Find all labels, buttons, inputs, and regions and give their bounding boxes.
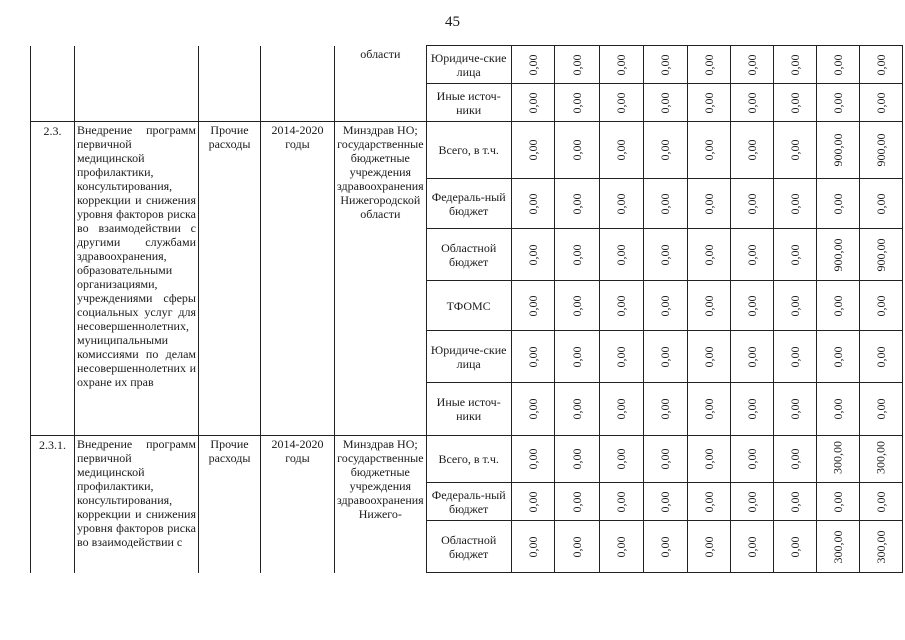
item-description: Внедрение программ первичной медицинской профилактики, консультирования, коррекции и снижения уровня факторов риска во взаимодействии с другими службами здравоохранения, образовательными организациями, учреждениями сферы социальных услуг для несовершеннолетних, муниципальными комиссиями по делам несовершеннолетних и охране их прав	[75, 122, 199, 436]
value-text: 0,00	[787, 346, 802, 367]
source-label: Юридиче-ские лица	[426, 46, 511, 84]
value-cell	[730, 229, 773, 281]
value-cell	[554, 436, 599, 483]
value-cell	[773, 436, 816, 483]
source-label: Всего, в т.ч.	[426, 122, 511, 179]
value-cell	[599, 179, 643, 229]
value-cell	[816, 331, 859, 383]
value-text: 0,00	[873, 54, 888, 75]
source-label: Федераль-ный бюджет	[426, 483, 511, 521]
value-cell	[599, 229, 643, 281]
value-cell	[599, 436, 643, 483]
page-number: 45	[445, 14, 460, 30]
value-cell	[859, 46, 902, 84]
value-text: 0,00	[569, 295, 584, 316]
value-cell	[859, 383, 902, 436]
value-text: 0,00	[658, 491, 673, 512]
value-cell	[554, 521, 599, 573]
value-cell	[511, 46, 554, 84]
number-cell	[31, 46, 75, 122]
value-cell	[773, 179, 816, 229]
value-cell	[816, 383, 859, 436]
value-cell	[687, 383, 730, 436]
value-text: 0,00	[525, 139, 540, 161]
value-text: 300,00	[873, 530, 888, 563]
value-text: 0,00	[614, 193, 629, 214]
value-cell	[643, 436, 687, 483]
value-text: 0,00	[658, 193, 673, 214]
value-cell	[859, 436, 902, 483]
period: 2014-2020 годы	[261, 436, 335, 573]
value-text: 0,00	[701, 346, 716, 367]
value-text: 0,00	[658, 448, 673, 470]
description-cell	[75, 46, 199, 122]
value-cell	[773, 46, 816, 84]
value-text: 0,00	[658, 54, 673, 75]
value-cell	[599, 331, 643, 383]
value-text: 0,00	[873, 346, 888, 367]
value-text: 0,00	[744, 139, 759, 161]
value-cell	[643, 483, 687, 521]
value-text: 0,00	[873, 295, 888, 316]
value-text: 0,00	[787, 193, 802, 214]
value-text: 0,00	[525, 193, 540, 214]
value-cell	[554, 383, 599, 436]
value-text: 0,00	[787, 536, 802, 557]
value-text: 0,00	[525, 448, 540, 470]
value-cell	[816, 281, 859, 331]
value-text: 0,00	[658, 346, 673, 367]
value-text: 0,00	[873, 398, 888, 420]
value-text: 0,00	[701, 244, 716, 265]
value-cell	[687, 122, 730, 179]
value-text: 900,00	[873, 238, 888, 271]
value-cell	[730, 46, 773, 84]
value-text: 0,00	[614, 536, 629, 557]
responsible: Минздрав НО; государственные бюджетные учреждения здравоохранения Нижего-	[335, 436, 427, 573]
value-cell	[816, 46, 859, 84]
source-label: Юридиче-ские лица	[426, 331, 511, 383]
value-cell	[859, 521, 902, 573]
value-cell	[687, 46, 730, 84]
value-text: 0,00	[744, 295, 759, 316]
item-number: 2.3.1.	[31, 436, 75, 573]
value-text: 0,00	[525, 536, 540, 557]
value-cell	[511, 84, 554, 122]
expense-type: Прочие расходы	[199, 122, 261, 436]
value-cell	[599, 383, 643, 436]
value-cell	[511, 483, 554, 521]
item-number: 2.3.	[31, 122, 75, 436]
value-text: 0,00	[787, 54, 802, 75]
value-text: 0,00	[873, 193, 888, 214]
value-text: 0,00	[701, 448, 716, 470]
value-text: 0,00	[744, 448, 759, 470]
responsible: Минздрав НО; государственные бюджетные учреждения здравоохранения Нижегородской области	[335, 122, 427, 436]
value-text: 0,00	[830, 346, 845, 367]
value-cell	[687, 483, 730, 521]
value-text: 0,00	[525, 92, 540, 113]
value-text: 0,00	[701, 139, 716, 161]
period: 2014-2020 годы	[261, 122, 335, 436]
value-text: 0,00	[744, 398, 759, 420]
value-cell	[816, 483, 859, 521]
responsible-cell: области	[335, 46, 427, 122]
value-cell	[511, 521, 554, 573]
expense-type: Прочие расходы	[199, 436, 261, 573]
value-text: 0,00	[744, 346, 759, 367]
value-text: 0,00	[787, 92, 802, 113]
value-cell	[730, 179, 773, 229]
value-cell	[643, 179, 687, 229]
value-text: 0,00	[830, 54, 845, 75]
value-cell	[643, 229, 687, 281]
value-text: 0,00	[569, 244, 584, 265]
value-cell	[554, 122, 599, 179]
value-cell	[773, 331, 816, 383]
table-row	[31, 122, 903, 179]
value-cell	[816, 84, 859, 122]
budget-table	[30, 45, 903, 573]
value-cell	[554, 179, 599, 229]
value-text: 300,00	[830, 441, 845, 474]
value-text: 0,00	[744, 536, 759, 557]
value-cell	[643, 383, 687, 436]
value-text: 0,00	[525, 398, 540, 420]
value-cell	[687, 436, 730, 483]
value-text: 0,00	[614, 139, 629, 161]
value-text: 0,00	[701, 54, 716, 75]
source-label: Областной бюджет	[426, 521, 511, 573]
value-cell	[859, 281, 902, 331]
value-cell	[859, 331, 902, 383]
value-cell	[554, 229, 599, 281]
value-cell	[687, 331, 730, 383]
value-text: 0,00	[744, 92, 759, 113]
value-cell	[859, 84, 902, 122]
value-text: 0,00	[830, 398, 845, 420]
value-cell	[773, 483, 816, 521]
value-text: 0,00	[569, 448, 584, 470]
value-text: 0,00	[744, 193, 759, 214]
value-text: 0,00	[614, 448, 629, 470]
value-text: 0,00	[873, 92, 888, 113]
value-text: 0,00	[744, 244, 759, 265]
value-cell	[554, 483, 599, 521]
value-cell	[773, 281, 816, 331]
value-text: 0,00	[787, 244, 802, 265]
value-cell	[511, 281, 554, 331]
value-cell	[816, 436, 859, 483]
value-text: 0,00	[701, 92, 716, 113]
value-cell	[773, 122, 816, 179]
value-text: 300,00	[830, 530, 845, 563]
source-label: Областной бюджет	[426, 229, 511, 281]
item-description: Внедрение программ первичной медицинской профилактики, консультирования, коррекции и снижения уровня факторов риска во взаимодействии с	[75, 436, 199, 573]
value-cell	[730, 483, 773, 521]
value-cell	[859, 229, 902, 281]
value-cell	[643, 84, 687, 122]
value-cell	[643, 521, 687, 573]
value-text: 0,00	[569, 193, 584, 214]
value-text: 0,00	[525, 491, 540, 512]
value-text: 0,00	[525, 295, 540, 316]
table-row	[31, 46, 903, 84]
value-text: 0,00	[569, 491, 584, 512]
value-cell	[859, 179, 902, 229]
source-label: Иные источ-ники	[426, 383, 511, 436]
value-text: 0,00	[569, 346, 584, 367]
value-text: 0,00	[787, 139, 802, 161]
value-text: 0,00	[830, 92, 845, 113]
value-text: 0,00	[658, 92, 673, 113]
value-text: 0,00	[701, 491, 716, 512]
value-text: 0,00	[614, 54, 629, 75]
value-cell	[511, 122, 554, 179]
value-cell	[773, 521, 816, 573]
value-text: 300,00	[873, 441, 888, 474]
table-row	[31, 436, 903, 483]
value-text: 0,00	[830, 491, 845, 512]
value-cell	[687, 281, 730, 331]
value-cell	[730, 331, 773, 383]
source-label: Федераль-ный бюджет	[426, 179, 511, 229]
value-cell	[687, 179, 730, 229]
value-text: 0,00	[614, 346, 629, 367]
value-cell	[554, 281, 599, 331]
value-cell	[511, 331, 554, 383]
value-text: 0,00	[787, 398, 802, 420]
value-cell	[599, 84, 643, 122]
value-cell	[859, 122, 902, 179]
value-cell	[687, 521, 730, 573]
value-text: 0,00	[873, 491, 888, 512]
value-cell	[816, 521, 859, 573]
value-text: 0,00	[525, 244, 540, 265]
value-cell	[687, 229, 730, 281]
value-cell	[599, 122, 643, 179]
value-text: 0,00	[525, 346, 540, 367]
value-cell	[816, 122, 859, 179]
value-cell	[643, 46, 687, 84]
value-text: 0,00	[569, 92, 584, 113]
value-cell	[730, 84, 773, 122]
value-cell	[730, 383, 773, 436]
value-text: 0,00	[701, 295, 716, 316]
value-cell	[511, 179, 554, 229]
value-text: 0,00	[787, 491, 802, 512]
value-cell	[511, 436, 554, 483]
value-cell	[643, 122, 687, 179]
expense-cell	[199, 46, 261, 122]
value-cell	[511, 229, 554, 281]
value-text: 0,00	[787, 448, 802, 470]
value-text: 0,00	[525, 54, 540, 75]
value-cell	[687, 84, 730, 122]
value-text: 0,00	[787, 295, 802, 316]
value-text: 0,00	[614, 92, 629, 113]
value-cell	[730, 281, 773, 331]
value-cell	[730, 122, 773, 179]
value-text: 0,00	[658, 295, 673, 316]
value-text: 0,00	[569, 398, 584, 420]
value-text: 0,00	[658, 244, 673, 265]
value-cell	[599, 521, 643, 573]
value-text: 0,00	[614, 491, 629, 512]
value-cell	[599, 483, 643, 521]
value-cell	[643, 331, 687, 383]
value-cell	[859, 483, 902, 521]
value-text: 900,00	[873, 133, 888, 167]
value-text: 0,00	[569, 54, 584, 75]
value-cell	[511, 383, 554, 436]
period-cell	[261, 46, 335, 122]
value-cell	[816, 229, 859, 281]
value-text: 0,00	[614, 398, 629, 420]
value-text: 0,00	[658, 139, 673, 161]
source-label: Всего, в т.ч.	[426, 436, 511, 483]
value-text: 0,00	[701, 398, 716, 420]
value-cell	[773, 383, 816, 436]
value-text: 0,00	[658, 398, 673, 420]
value-cell	[643, 281, 687, 331]
value-text: 0,00	[701, 193, 716, 214]
value-text: 0,00	[744, 54, 759, 75]
value-cell	[554, 84, 599, 122]
source-label: Иные источ-ники	[426, 84, 511, 122]
value-text: 0,00	[569, 139, 584, 161]
value-cell	[599, 281, 643, 331]
value-cell	[599, 46, 643, 84]
value-cell	[730, 436, 773, 483]
value-text: 0,00	[614, 244, 629, 265]
value-text: 0,00	[830, 295, 845, 316]
value-cell	[773, 84, 816, 122]
value-text: 0,00	[701, 536, 716, 557]
value-cell	[554, 46, 599, 84]
value-cell	[816, 179, 859, 229]
source-label: ТФОМС	[426, 281, 511, 331]
value-text: 0,00	[614, 295, 629, 316]
value-cell	[730, 521, 773, 573]
value-text: 0,00	[830, 193, 845, 214]
value-cell	[773, 229, 816, 281]
value-text: 900,00	[830, 133, 845, 167]
value-cell	[554, 331, 599, 383]
value-text: 900,00	[830, 238, 845, 271]
value-text: 0,00	[744, 491, 759, 512]
value-text: 0,00	[569, 536, 584, 557]
value-text: 0,00	[658, 536, 673, 557]
